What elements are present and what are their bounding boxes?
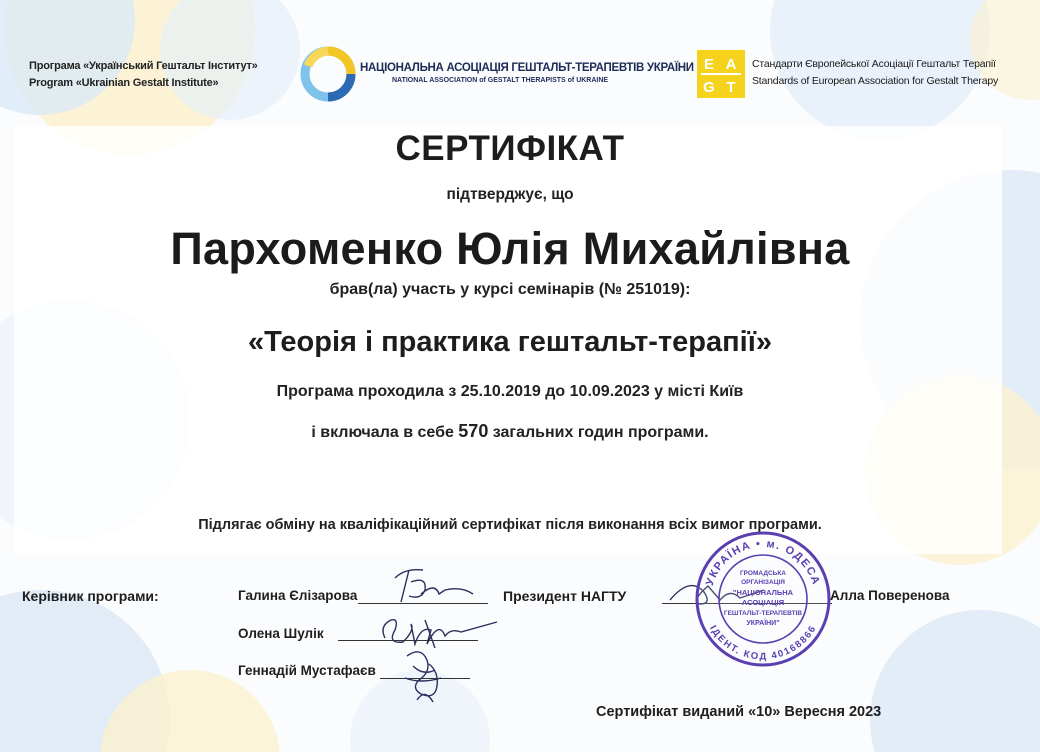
confirms-text: підтверджує, що <box>446 186 574 203</box>
leaders-label: Керівник програми: <box>22 588 159 604</box>
leader-name-1: Галина Єлізарова <box>238 588 358 603</box>
association-title <box>360 62 694 84</box>
association-name: НАЦІОНАЛЬНА АСОЦІАЦІЯ ГЕШТАЛЬТ-ТЕРАПЕВТІВ УКРАЇНИ <box>360 62 694 74</box>
hours-prefix: і включала в себе <box>311 424 459 441</box>
program-dates: Програма проходила з 25.10.2019 до 10.09.2023 у місті Київ <box>276 383 744 400</box>
exchange-note: Підлягає обміну на кваліфікаційний сертифікат після виконання всіх вимог програми. <box>198 517 822 533</box>
eagt-standards <box>752 56 998 90</box>
eagt-logo-icon <box>697 50 745 98</box>
eagt-letter-a: A <box>725 56 737 73</box>
recipient-name: Пархоменко Юлія Михайлівна <box>170 223 850 274</box>
eagt-letter-e: E <box>703 56 715 73</box>
program-name-ua: Програма «Український Гештальт Інститут» <box>29 60 258 72</box>
handwritten-signatures <box>365 560 505 705</box>
certificate-title: СЕРТИФІКАТ <box>395 129 625 168</box>
association-name-en: NATIONAL ASSOCIATION of GESTALT THERAPISTS of UKRAINE <box>392 77 609 84</box>
leader-name-2: Олена Шулік <box>238 626 324 641</box>
participation-text: брав(ла) участь у курсі семінарів (№ 251019): <box>329 281 691 298</box>
eagt-standards-en: Standards of European Association for Gestalt Therapy <box>752 75 999 87</box>
program-hours <box>0 421 1020 442</box>
official-stamp <box>693 529 833 669</box>
stamp-line-4: АСОЦІАЦІЯ <box>741 598 785 607</box>
president-label: Президент НАГТУ <box>503 588 627 604</box>
leader-name-3: Геннадій Мустафаєв <box>238 663 376 678</box>
stamp-top-arc: УКРАЇНА • м. ОДЕСА <box>703 537 823 588</box>
stamp-line-6: УКРАЇНИ" <box>746 620 780 627</box>
stamp-line-5: ГЕШТАЛЬТ-ТЕРАПЕВТІВ <box>723 610 803 617</box>
hours-value: 570 <box>458 421 489 441</box>
eagt-standards-ua: Стандарти Європейської Асоціації Гештальт Терапії <box>752 58 996 70</box>
course-title: «Теорія і практика гештальт-терапії» <box>247 326 772 358</box>
stamp-line-1: ГРОМАДСЬКА <box>740 570 786 577</box>
eagt-letter-t: T <box>726 79 736 96</box>
stamp-bottom-arc: ІДЕНТ. КОД 40168866 <box>707 623 819 663</box>
association-logo-icon <box>300 46 356 102</box>
hours-suffix: загальних годин програми. <box>488 424 709 441</box>
stamp-line-2: ОРГАНІЗАЦІЯ <box>741 579 785 586</box>
program-header <box>29 58 258 92</box>
president-name: Алла Поверенова <box>830 588 950 603</box>
stamp-line-3: "НАЦІОНАЛЬНА <box>732 588 794 597</box>
eagt-letter-g: G <box>703 79 715 96</box>
issue-date: Сертифікат виданий «10» Вересня 2023 <box>596 704 882 720</box>
program-name-en: Program «Ukrainian Gestalt Institute» <box>29 77 219 89</box>
